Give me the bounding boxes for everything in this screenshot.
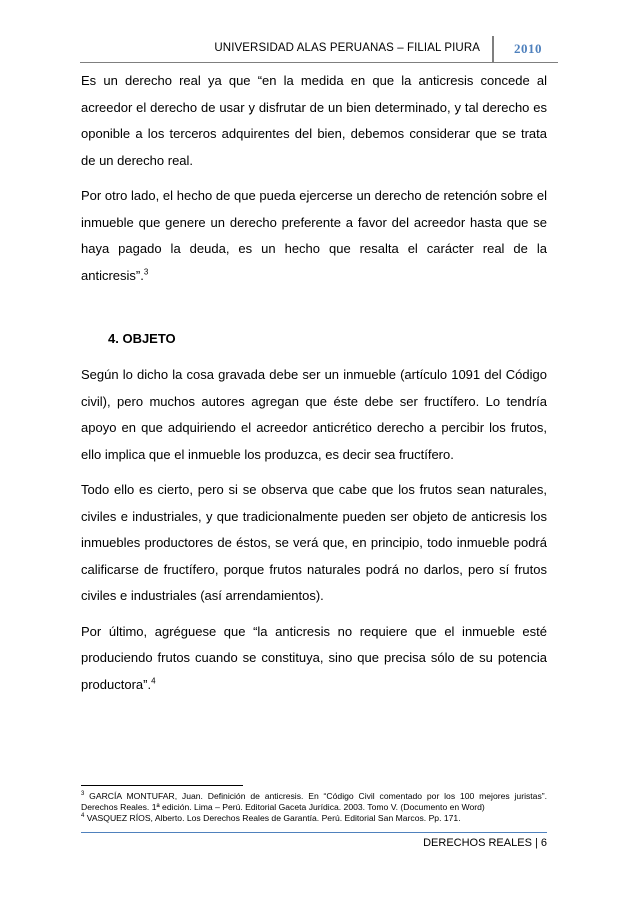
paragraph-5	[81, 619, 547, 699]
footnote-4	[81, 813, 547, 824]
footnote-number: 4	[81, 813, 85, 820]
header-rule	[80, 62, 558, 63]
paragraph-1: Es un derecho real ya que “en la medida en que la anticresis concede al acreedor el derecho de usar y disfrutar de un bien determinado, y tal derecho es oponible a los terceros adquirentes del bien, debemos considerar que se trata de un derecho real.	[81, 73, 547, 168]
footer-rule	[81, 832, 547, 833]
footnote-ref-3: 3	[143, 267, 149, 277]
header-year: 2010	[514, 41, 542, 56]
paragraph-2-text: Por otro lado, el hecho de que pueda ejercerse un derecho de retención sobre el inmueble que genere un derecho preferente a favor del acreedor hasta que se haya pagado la deuda, es un hecho que resalta el carácter real de la anticresis”.	[81, 188, 547, 283]
footnote-text: VASQUEZ RÍOS, Alberto. Los Derechos Reales de Garantía. Perú. Editorial San Marcos. Pp. 171.	[84, 813, 461, 823]
header-title: UNIVERSIDAD ALAS PERUANAS – FILIAL PIURA	[214, 42, 480, 54]
footnote-number: 3	[81, 791, 85, 798]
section-title: 4. OBJETO	[108, 331, 176, 346]
footnote-ref-4: 4	[151, 676, 156, 686]
paragraph-3: Según lo dicho la cosa gravada debe ser un inmueble (artículo 1091 del Código civil), pero muchos autores agregan que éste debe ser fructífero. Lo tendría apoyo en que adquiriendo el acreedor anticrético derecho a percibir los frutos, ello implica que el inmueble los produzca, es decir sea fructífero.	[81, 367, 547, 462]
page-header	[80, 36, 558, 62]
footnote-text: GARCÍA MONTUFAR, Juan. Definición de anticresis. En “Código Civil comentado por los 100 mejores juristas”. Derechos Reales. 1ª edición. Lima – Perú. Editorial Gaceta Jurídica. 2003. Tomo V. (Documento en Word)	[81, 791, 547, 812]
footnotes	[81, 791, 547, 824]
paragraph-2	[81, 183, 547, 289]
page-footer: DERECHOS REALES | 6	[423, 837, 547, 849]
header-separator	[492, 36, 494, 62]
footnote-rule	[81, 785, 243, 786]
page-body	[81, 68, 547, 707]
paragraph-5-text: Por último, agréguese que “la anticresis no requiere que el inmueble esté produciendo frutos cuando se constituya, sino que precisa sólo de su potencia productora”.	[81, 623, 547, 692]
paragraph-4: Todo ello es cierto, pero si se observa que cabe que los frutos sean naturales, civiles e industriales, y que tradicionalmente pueden ser objeto de anticresis los inmuebles productores de éstos, se verá que, en principio, todo inmueble podrá calificarse de fructífero, porque frutos naturales podrá no darlos, pero sí frutos civiles e industriales (así arrendamientos).	[81, 482, 547, 603]
footnote-3	[81, 791, 547, 813]
